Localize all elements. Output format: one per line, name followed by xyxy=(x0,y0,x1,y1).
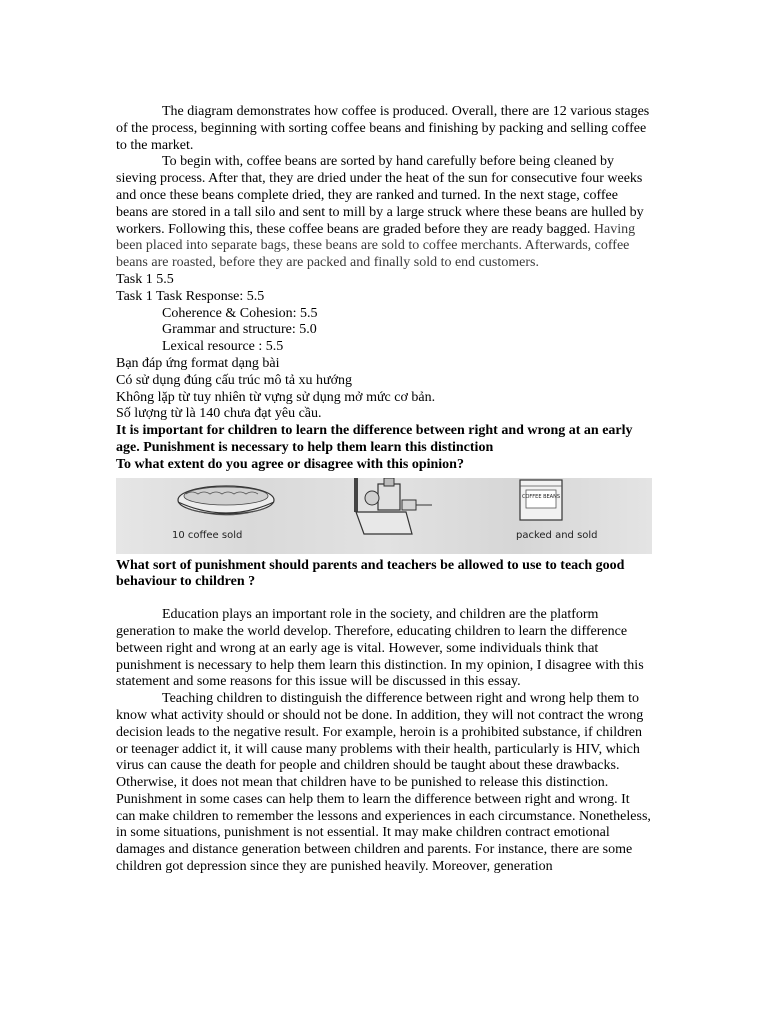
essay1-paragraph-1: The diagram demonstrates how coffee is produced. Overall, there are 12 various stages of the process, beginning with sorting coffee beans and finishing by packing and selling coffee to the market. xyxy=(116,104,650,153)
prompt2-question: What sort of punishment should parents and teachers be allowed to use to teach good behaviour to children ? xyxy=(116,557,625,590)
prompt1-statement: It is important for children to learn the difference between right and wrong at an early age. Punishment is necessary to help them learn this distinction xyxy=(116,423,633,455)
essay1-paragraph-2-text: To begin with, coffee beans are sorted by hand carefully before being cleaned by sieving process. After that, they are dried under the heat of the sun for consecutive four weeks and once these beans complete dried, they are ranked and turned. In the next stage, coffee beans are stored in a tall silo and sent to mill by a large struck where these beans are hulled by workers. Following this, these coffee beans are graded before they are ready bagged. xyxy=(116,154,644,237)
feedback-line-2: Có sử dụng đúng cấu trúc mô tả xu hướng xyxy=(116,372,353,388)
paragraph-gap xyxy=(116,591,652,607)
score-lexical: Lexical resource : 5.5 xyxy=(162,339,284,355)
coffee-process-diagram-image xyxy=(116,478,652,554)
prompt1-question: To what extent do you agree or disagree with this opinion? xyxy=(116,456,464,472)
feedback-line-4: Số lượng từ là 140 chưa đạt yêu cầu. xyxy=(116,406,322,422)
feedback-line-3: Không lặp từ tuy nhiên từ vựng sử dụng mở mức cơ bản. xyxy=(116,389,436,405)
figure-caption-coffee-sold: 10 coffee sold xyxy=(172,529,243,541)
essay1-paragraph-2-gray-text: Having been placed into separate bags, these beans are sold to coffee merchants. Afterwards, coffee beans are roasted, before they are packed and finally sold to end customers. xyxy=(116,221,636,271)
document-body xyxy=(116,104,652,876)
feedback-line-1: Bạn đáp ứng format dạng bài xyxy=(116,355,280,371)
score-task1: Task 1 5.5 xyxy=(116,271,174,287)
score-task-response: Task 1 Task Response: 5.5 xyxy=(116,288,265,304)
figure-caption-packed-and-sold: packed and sold xyxy=(516,529,598,541)
essay2-paragraph-1: Education plays an important role in the society, and children are the platform generation to make the world develop. Therefore, educating children to learn the difference between right and wrong at an early age is vital. However, some individuals think that punishment is necessary to help them learn this distinction. In my opinion, I disagree with this statement and some reasons for this issue will be discussed in this essay. xyxy=(116,607,644,690)
score-grammar: Grammar and structure: 5.0 xyxy=(162,322,317,338)
essay1-paragraph-2 xyxy=(116,154,652,272)
essay2-paragraph-2: Teaching children to distinguish the difference between right and wrong help them to know what activity should or should not be done. In addition, they will not contract the wrong decision leads to the negative result. For example, heroin is a prohibited substance, if children or teenager addict it, it will cause many problems with their health, particularly is HIV, which virus can cause the death for people and children should be taught about these drawbacks. Otherwise, it does not mean that children have to be punished to release this distinction. Punishment in some cases can help them to learn the difference between right and wrong. It can make children to remember the lessons and experiences in each circumstance. Nonetheless, in some situations, punishment is not essential. It may make children contract emotional damages and distance generation between children and parents. For instance, there are some children got depression since they are punished heavily. Moreover, generation xyxy=(116,691,651,875)
score-coherence: Coherence & Cohesion: 5.5 xyxy=(162,305,318,321)
coffee-bag-label: COFFEE BEANS xyxy=(521,493,561,500)
